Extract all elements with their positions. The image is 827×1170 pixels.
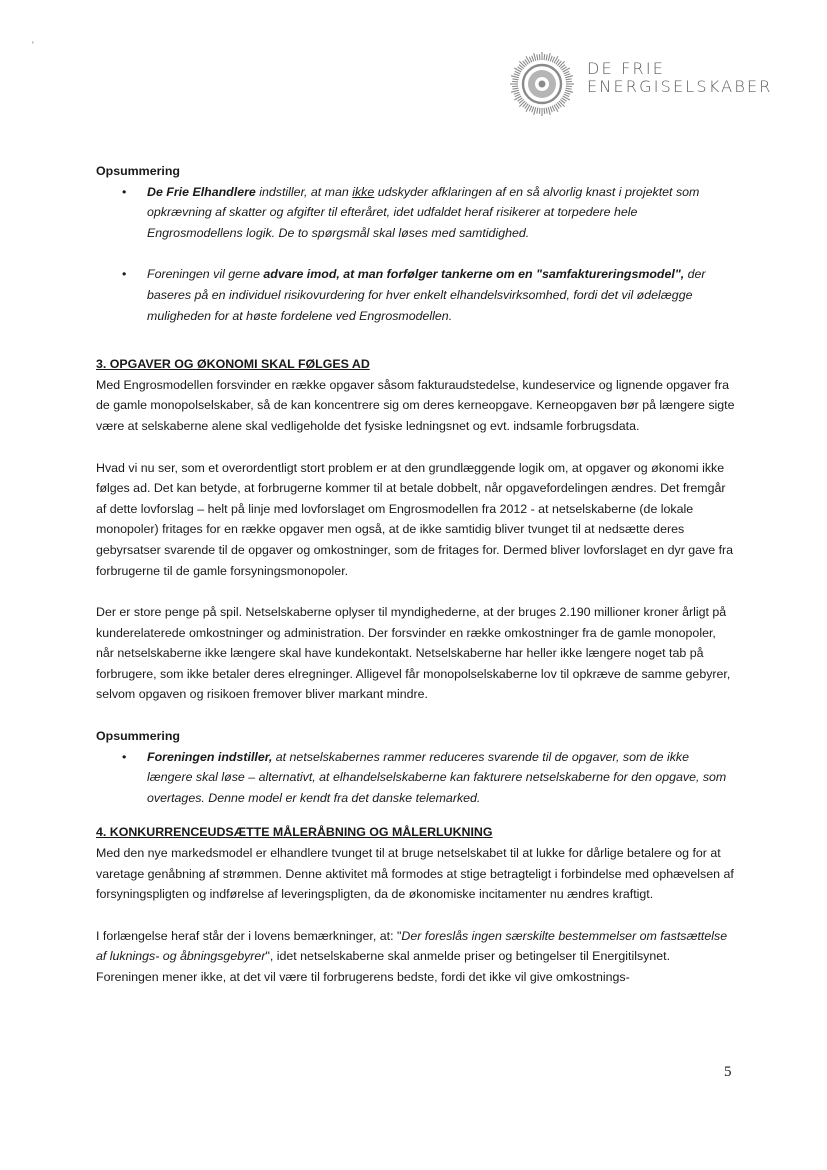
spacer (96, 808, 736, 822)
spacer (96, 705, 736, 726)
company-logo (508, 50, 773, 118)
bullet-text: indstiller, at man (255, 184, 353, 199)
underlined-word: ikke (352, 184, 375, 199)
bullet-bold-lead: Foreningen indstiller, (147, 749, 273, 764)
spacer (96, 905, 736, 926)
bullet-bold-lead: De Frie Elhandlere (147, 184, 256, 199)
logo-line-1: DE FRIE (587, 59, 666, 78)
spacer (96, 326, 736, 354)
list-spacer (96, 243, 736, 264)
section-4-paragraph-1: Med den nye markedsmodel er elhandlere tvunget til at bruge netselskabet til at lukke for dårlige betalere og for at varetage genåbning af strømmen. Denne aktivitet må formodes at stige betragteligt i forbindelse med ophævelsen af forsyningspligten og indførelse af leveringspligten, da de økonomiske incitamenter nu ændres kraftigt. (96, 846, 734, 902)
spacer (96, 581, 736, 602)
page-number: 5 (724, 1064, 732, 1080)
document-body (96, 161, 736, 988)
spacer (96, 437, 736, 458)
section-4-paragraph-2 (96, 926, 736, 988)
summary-bullet (96, 264, 736, 326)
summary-list-1 (96, 182, 736, 327)
bullet-text: der baseres på en individuel risikovurdering for hver enkelt elhandelsvirksomhed, fordi det vil ødelægge muligheden for at høste fordelene ved Engrosmodellen. (147, 267, 706, 323)
summary-heading-2: Opsummering (96, 729, 180, 744)
section-3-paragraph-3: Der er store penge på spil. Netselskaberne oplyser til myndighederne, at der bruges 2.190 millioner kroner årligt på kunderelaterede omkostninger og administration. Der forsvinder en række omkostninger fra de gamle monopoler, når netselskaberne ikke længere skal have kundekontakt. Netselskaberne har heller ikke længere noget tab på forbrugere, som ikke betaler deres elregninger. Alligevel får monopolselskaberne lov til opkræve de samme gebyrer, selvom opgaven og risikoen fremover bliver markant mindre. (96, 605, 731, 702)
section-3-title: 3. OPGAVER OG ØKONOMI SKAL FØLGES AD (96, 357, 370, 372)
paragraph-text: ", idet netselskaberne skal anmelde priser og betingelser til Energitilsynet. Foreningen mener ikke, at det vil være til forbrugerens bedste, fordi det ikke vil give omkostnings- (96, 949, 671, 984)
paragraph-text: I forlængelse heraf står der i lovens bemærkninger, at: " (96, 928, 402, 943)
bullet-text: at netselskabernes rammer reduceres svarende til de opgaver, som de ikke længere skal løse – alternativt, at elhandelselskaberne kan fakturere netselskaberne for den opgave, som overtages. Denne model er kendt fra det danske telemarked. (147, 749, 727, 805)
summary-heading-1: Opsummering (96, 164, 180, 178)
section-3-paragraph-1: Med Engrosmodellen forsvinder en række opgaver såsom fakturaudstedelse, kundeservice og lignende opgaver fra de gamle monopolselskaber, så de kan koncentrere sig om deres kerneopgave. Kerneopgaven bør på længere sigte være at selskaberne alene skal vedligeholde det fysiske ledningsnet og evt. indsamle forbrugsdata. (96, 377, 735, 433)
bullet-text: Foreningen vil gerne (147, 267, 264, 282)
logo-line-2: ENERGISELSKABER (587, 77, 773, 96)
logo-text (587, 60, 773, 96)
stray-mark: ' (32, 40, 34, 50)
section-4-title: 4. KONKURRENCEUDSÆTTE MÅLERÅBNING OG MÅLERLUKNING (96, 825, 493, 840)
bullet-bold-phrase: advare imod, at man forfølger tankerne om en "samfaktureringsmodel", (263, 267, 685, 282)
bullet-icon: • (122, 749, 127, 764)
quoted-text: Der foreslås ingen særskilte bestemmelser om fastsættelse af luknings- og åbningsgebyrer (96, 928, 728, 964)
summary-bullet (96, 182, 736, 244)
bullet-icon: • (122, 184, 127, 199)
bullet-text: udskyder afklaringen af en så alvorlig knast i projektet som opkrævning af skatter og afgifter til efteråret, idet udfaldet heraf risikerer at torpedere hele Engrosmodellens logik. De to spørgsmål skal løses med samtidighed. (147, 184, 700, 240)
sunburst-circle-logo-icon (508, 50, 576, 118)
bullet-icon: • (122, 267, 127, 282)
summary-list-2 (96, 747, 736, 809)
section-3-paragraph-2: Hvad vi nu ser, som et overordentligt stort problem er at den grundlæggende logik om, at opgaver og økonomi ikke følges ad. Det kan betyde, at forbrugerne kommer til at betale dobbelt, når opgavefordelingen ændres. Det fremgår af dette lovforslag – helt på linje med lovforslaget om Engrosmodellen fra 2012 - at netselskaberne (de lokale monopoler) fritages for en række opgaver men også, at de ikke samtidig bliver tvunget til at nedsætte deres gebyrsatser svarende til de opgaver og omkostninger, som de fritages for. Dermed bliver lovforslaget en dyr gave fra forbrugerne til de gamle forsyningsmonopoler. (96, 460, 734, 578)
summary-bullet (96, 747, 736, 809)
